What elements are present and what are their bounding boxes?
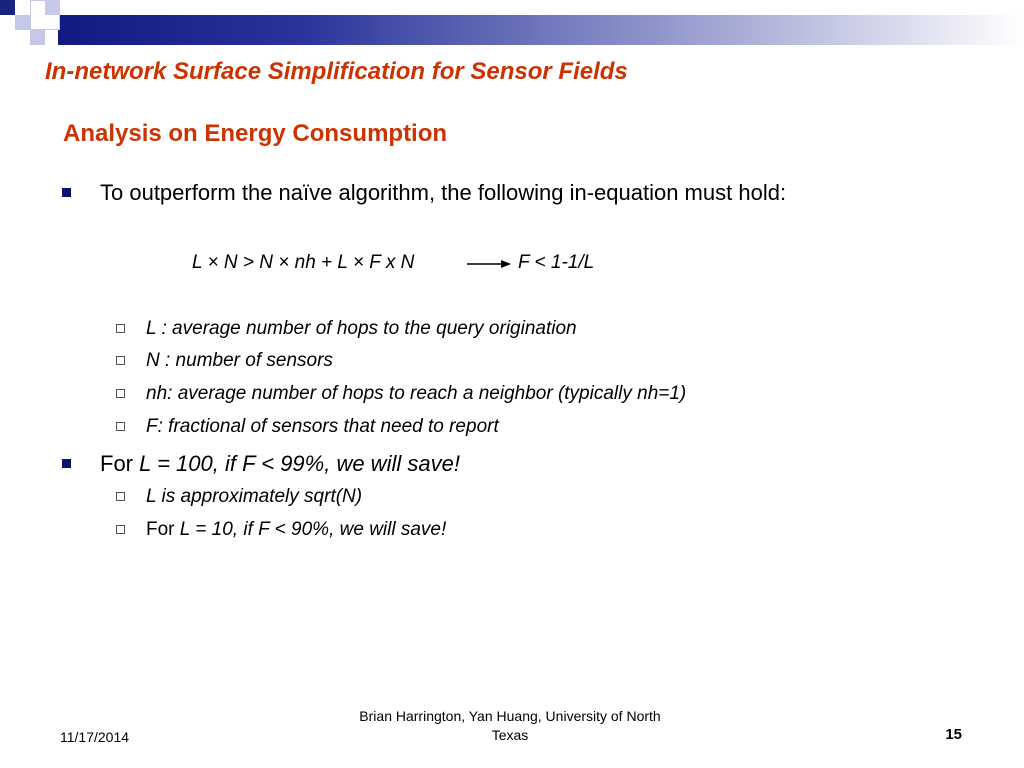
footer-author: Brian Harrington, Yan Huang, University of North Texas bbox=[359, 708, 661, 743]
bullet-italic-text: L = 100, if F < 99%, we will save! bbox=[139, 451, 460, 476]
bullet-text bbox=[100, 451, 460, 477]
square-bullet-icon bbox=[62, 188, 71, 197]
definition-text: F: fractional of sensors that need to report bbox=[146, 416, 499, 437]
hollow-square-bullet-icon bbox=[116, 422, 125, 431]
slide-title: In-network Surface Simplification for Sensor Fields bbox=[45, 58, 628, 85]
equation-left: L × N > N × nh + L × F x N bbox=[192, 252, 415, 273]
decor-square bbox=[0, 15, 15, 45]
page-number: 15 bbox=[945, 726, 962, 743]
footer-date: 11/17/2014 bbox=[60, 729, 130, 745]
sub-bullet-text: L is approximately sqrt(N) bbox=[146, 486, 363, 507]
equation-right: F < 1-1/L bbox=[518, 252, 595, 273]
bullet-prefix: For bbox=[100, 451, 140, 476]
definition-text: L : average number of hops to the query origination bbox=[146, 318, 577, 339]
decor-square bbox=[15, 0, 30, 15]
hollow-square-bullet-icon bbox=[116, 356, 125, 365]
decor-square bbox=[15, 15, 30, 30]
decor-square bbox=[45, 0, 60, 15]
hollow-square-bullet-icon bbox=[116, 525, 125, 534]
definition-text: nh: average number of hops to reach a neighbor (typically nh=1) bbox=[146, 383, 687, 404]
sub-bullet-prefix: For bbox=[146, 519, 180, 540]
bullet-text: To outperform the naïve algorithm, the following in-equation must hold: bbox=[100, 180, 787, 205]
slide-subtitle: Analysis on Energy Consumption bbox=[63, 120, 448, 147]
hollow-square-bullet-icon bbox=[116, 324, 125, 333]
hollow-square-bullet-icon bbox=[116, 492, 125, 501]
sub-bullet-text bbox=[146, 519, 446, 541]
decor-square bbox=[0, 0, 15, 15]
decor-square bbox=[30, 30, 45, 45]
square-bullet-icon bbox=[62, 459, 71, 468]
hollow-square-bullet-icon bbox=[116, 389, 125, 398]
header-gradient-band bbox=[58, 15, 1024, 45]
right-arrow-icon bbox=[467, 257, 511, 271]
definition-text: N : number of sensors bbox=[146, 350, 333, 371]
sub-bullet-italic-text: L = 10, if F < 90%, we will save! bbox=[179, 519, 447, 540]
